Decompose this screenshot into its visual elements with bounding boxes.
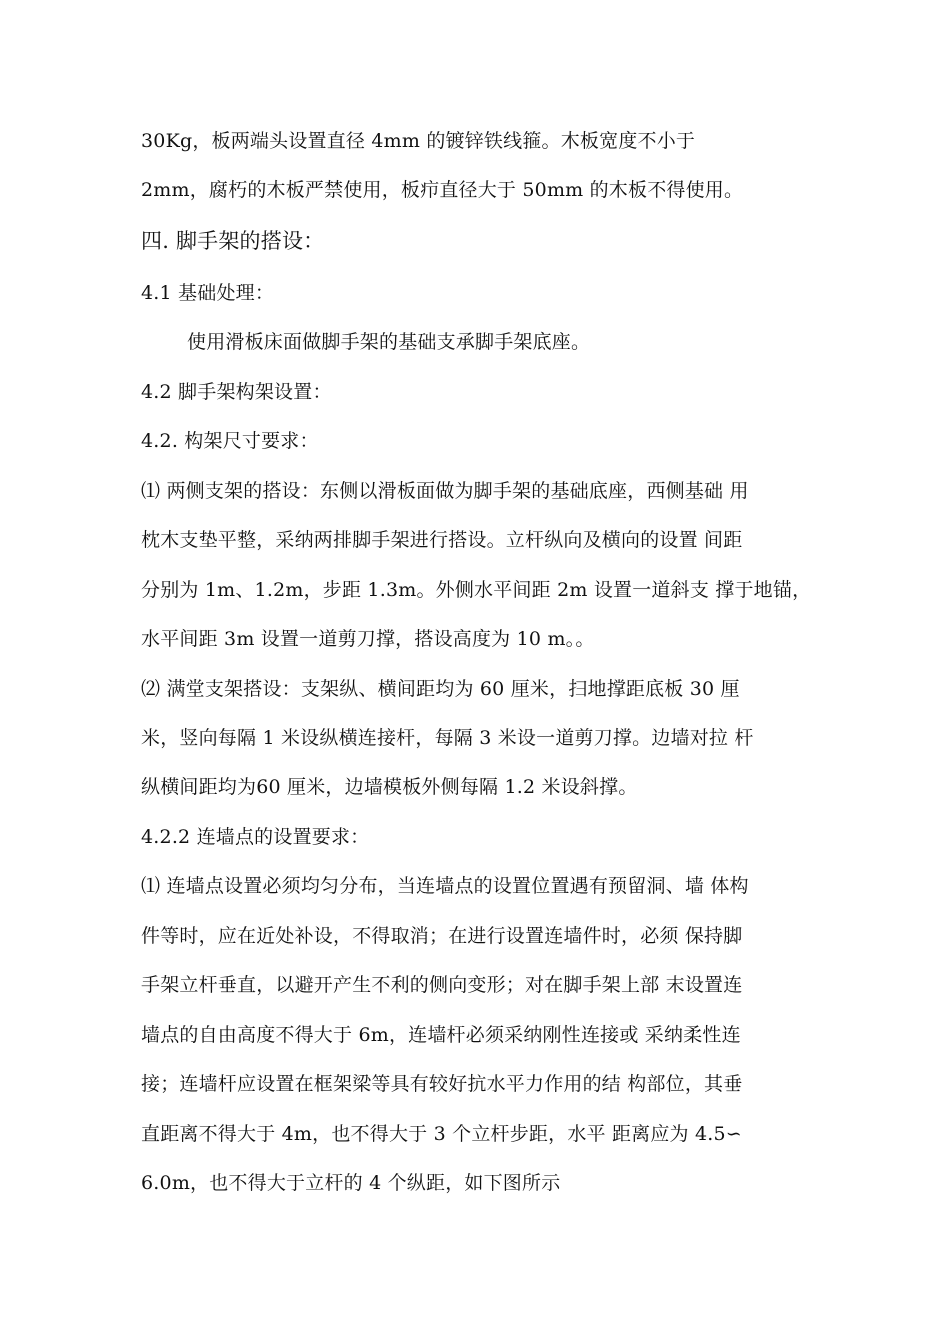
paragraph-line: 6.0m，也不得大于立杆的 4 个纵距，如下图所示 [141, 1172, 561, 1194]
paragraph-line: 手架立杆垂直，以避开产生不利的侧向变形；对在脚手架上部 末设置连 [141, 974, 743, 996]
paragraph-line: 接；连墙杆应设置在框架梁等具有较好抗水平力作用的结 构部位，其垂 [141, 1073, 743, 1095]
paragraph-line: ⑴ 连墙点设置必须均匀分布，当连墙点的设置位置遇有预留洞、墙 体构 [141, 875, 749, 897]
paragraph-line: 纵横间距均为60 厘米，边墙模板外侧每隔 1.2 米设斜撑。 [141, 776, 638, 798]
subsection-heading: 4.2.2 连墙点的设置要求： [141, 826, 370, 848]
paragraph-line: ⑵ 满堂支架搭设：支架纵、横间距均为 60 厘米，扫地撑距底板 30 厘 [141, 678, 740, 700]
paragraph-line: 30Kg，板两端头设置直径 4mm 的镀锌铁线箍。木板宽度不小于 [141, 130, 696, 152]
paragraph-line: 米，竖向每隔 1 米设纵横连接杆，每隔 3 米设一道剪刀撑。边墙对拉 杆 [141, 727, 754, 749]
paragraph-line: 使用滑板床面做脚手架的基础支承脚手架底座。 [187, 331, 591, 353]
paragraph-line: 直距离不得大于 4m，也不得大于 3 个立杆步距，水平 距离应为 4.5∽ [141, 1123, 742, 1145]
paragraph-line: 水平间距 3m 设置一道剪刀撑，搭设高度为 10 m。。 [141, 628, 595, 650]
subsection-heading: 4.2 脚手架构架设置： [141, 381, 332, 403]
subsection-heading: 4.2. 构架尺寸要求： [141, 430, 319, 452]
paragraph-line: 墙点的自由高度不得大于 6m，连墙杆必须采纳刚性连接或 采纳柔性连 [141, 1024, 741, 1046]
paragraph-line: 枕木支垫平整，采纳两排脚手架进行搭设。立杆纵向及横向的设置 间距 [141, 529, 743, 551]
paragraph-line: 分别为 1m、1.2m，步距 1.3m。外侧水平间距 2m 设置一道斜支 撑于地锚， [141, 579, 812, 601]
paragraph-line: ⑴ 两侧支架的搭设：东侧以滑板面做为脚手架的基础底座，西侧基础 用 [141, 480, 749, 502]
section-heading: 四. 脚手架的搭设： [141, 229, 325, 253]
subsection-heading: 4.1 基础处理： [141, 282, 275, 304]
paragraph-line: 件等时，应在近处补设，不得取消；在进行设置连墙件时，必须 保持脚 [141, 925, 743, 947]
paragraph-line: 2mm，腐朽的木板严禁使用，板疖直径大于 50mm 的木板不得使用。 [141, 179, 744, 201]
